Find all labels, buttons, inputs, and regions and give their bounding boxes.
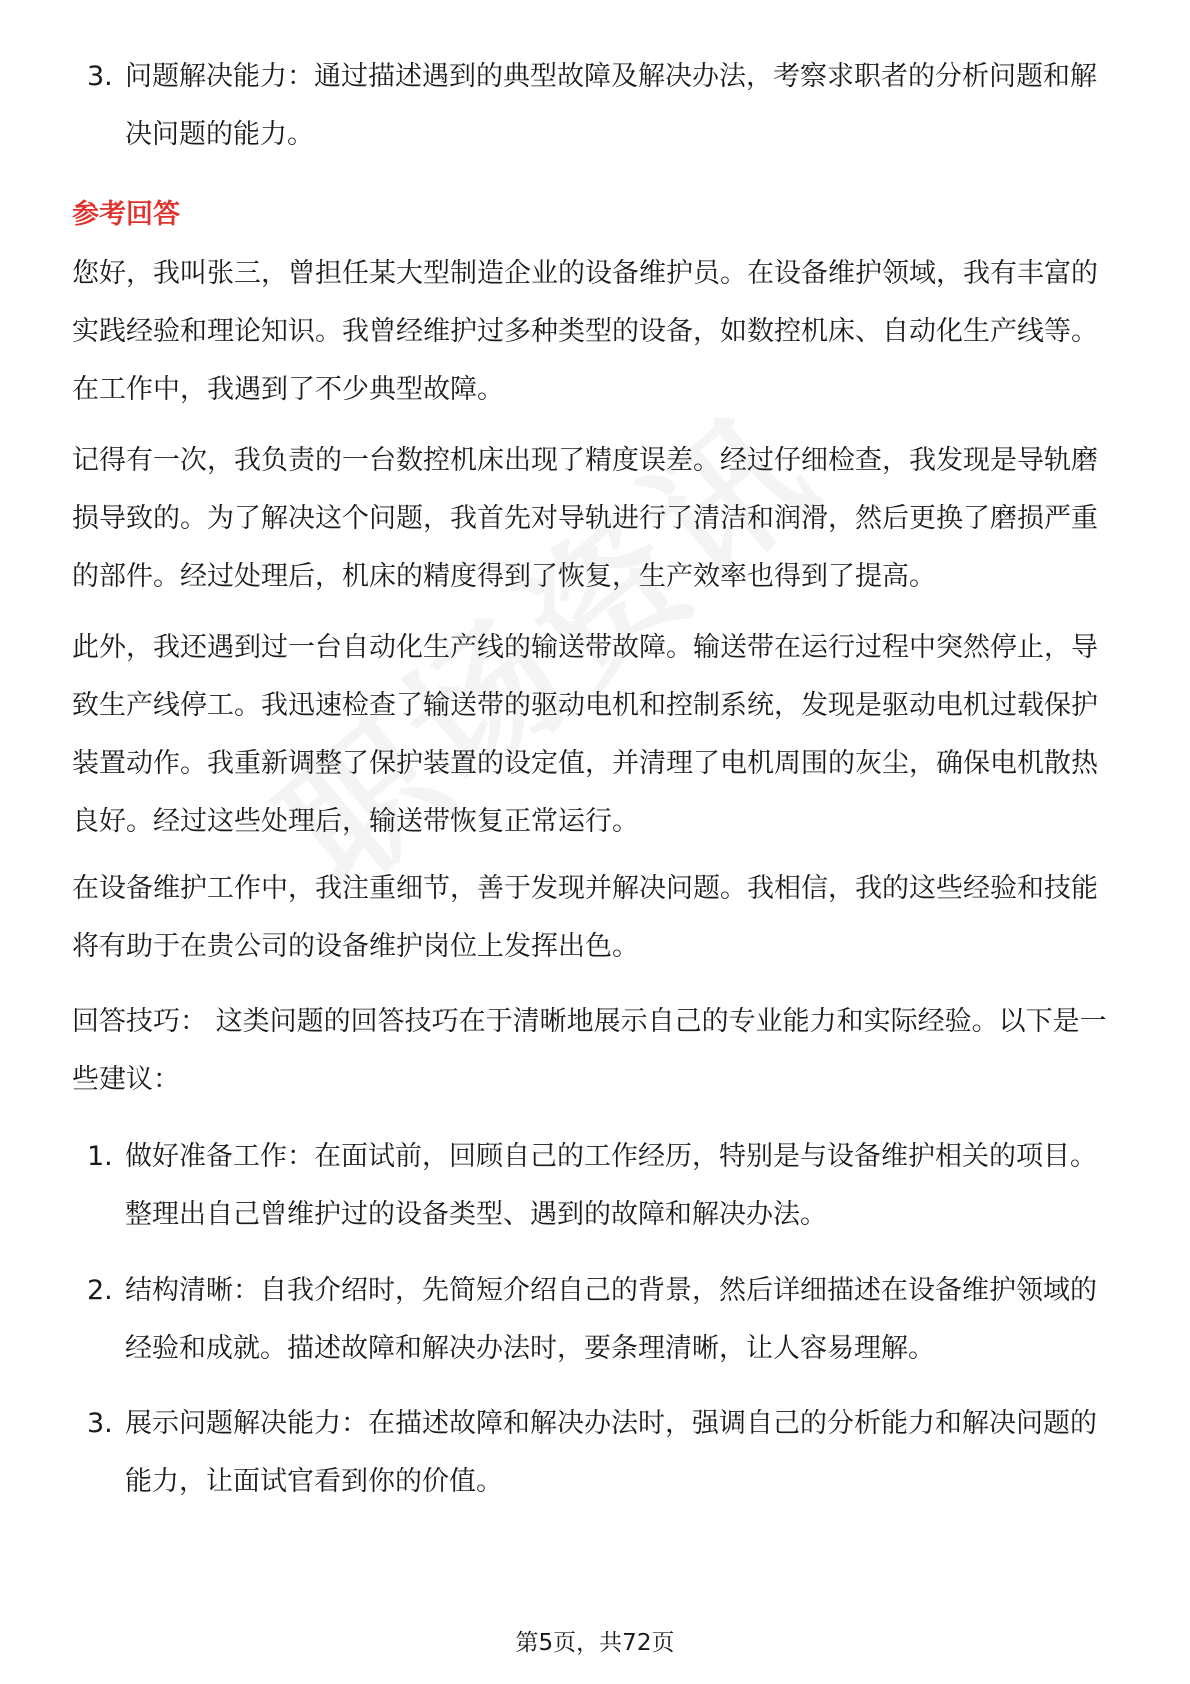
tip-item-2: [72, 1262, 1120, 1378]
list-item-text: 问题解决能力：通过描述遇到的典型故障及解决办法，考察求职者的分析问题和解决问题的能力。: [125, 61, 1097, 150]
list-item-text: 做好准备工作：在面试前，回顾自己的工作经历，特别是与设备维护相关的项目。整理出自己曾维护过的设备类型、遇到的故障和解决办法。: [125, 1141, 1097, 1230]
list-number: 1.: [87, 1141, 113, 1172]
answer-paragraph-conclusion: 在设备维护工作中，我注重细节，善于发现并解决问题。我相信，我的这些经验和技能将有助于在贵公司的设备维护岗位上发挥出色。: [72, 873, 1098, 962]
answer-tips-intro: 回答技巧： 这类问题的回答技巧在于清晰地展示自己的专业能力和实际经验。以下是一些建议：: [72, 1006, 1107, 1095]
list-number: 2.: [87, 1275, 113, 1306]
reference-answer-heading: 参考回答: [72, 199, 180, 230]
list-number: 3.: [87, 61, 113, 92]
page-number-footer: 第5页，共72页: [515, 1630, 675, 1656]
answer-paragraph-cnc: 记得有一次，我负责的一台数控机床出现了精度误差。经过仔细检查，我发现是导轨磨损导致的。为了解决这个问题，我首先对导轨进行了清洁和润滑，然后更换了磨损严重的部件。经过处理后，机床的精度得到了恢复，生产效率也得到了提高。: [72, 445, 1098, 592]
answer-paragraph-intro: 您好，我叫张三，曾担任某大型制造企业的设备维护员。在设备维护领域，我有丰富的实践经验和理论知识。我曾经维护过多种类型的设备，如数控机床、自动化生产线等。在工作中，我遇到了不少典型故障。: [72, 258, 1098, 405]
answer-paragraph-conveyor: 此外，我还遇到过一台自动化生产线的输送带故障。输送带在运行过程中突然停止，导致生产线停工。我迅速检查了输送带的驱动电机和控制系统，发现是驱动电机过载保护装置动作。我重新调整了保护装置的设定值，并清理了电机周围的灰尘，确保电机散热良好。经过这些处理后，输送带恢复正常运行。: [72, 632, 1098, 837]
list-item-text: 展示问题解决能力：在描述故障和解决办法时，强调自己的分析能力和解决问题的能力，让面试官看到你的价值。: [125, 1408, 1097, 1497]
tip-item-3: [72, 1395, 1120, 1511]
tip-item-1: [72, 1128, 1120, 1244]
evaluation-point-3: [72, 48, 1120, 164]
list-number: 3.: [87, 1408, 113, 1439]
list-item-text: 结构清晰：自我介绍时，先简短介绍自己的背景，然后详细描述在设备维护领域的经验和成就。描述故障和解决办法时，要条理清晰，让人容易理解。: [125, 1275, 1097, 1364]
